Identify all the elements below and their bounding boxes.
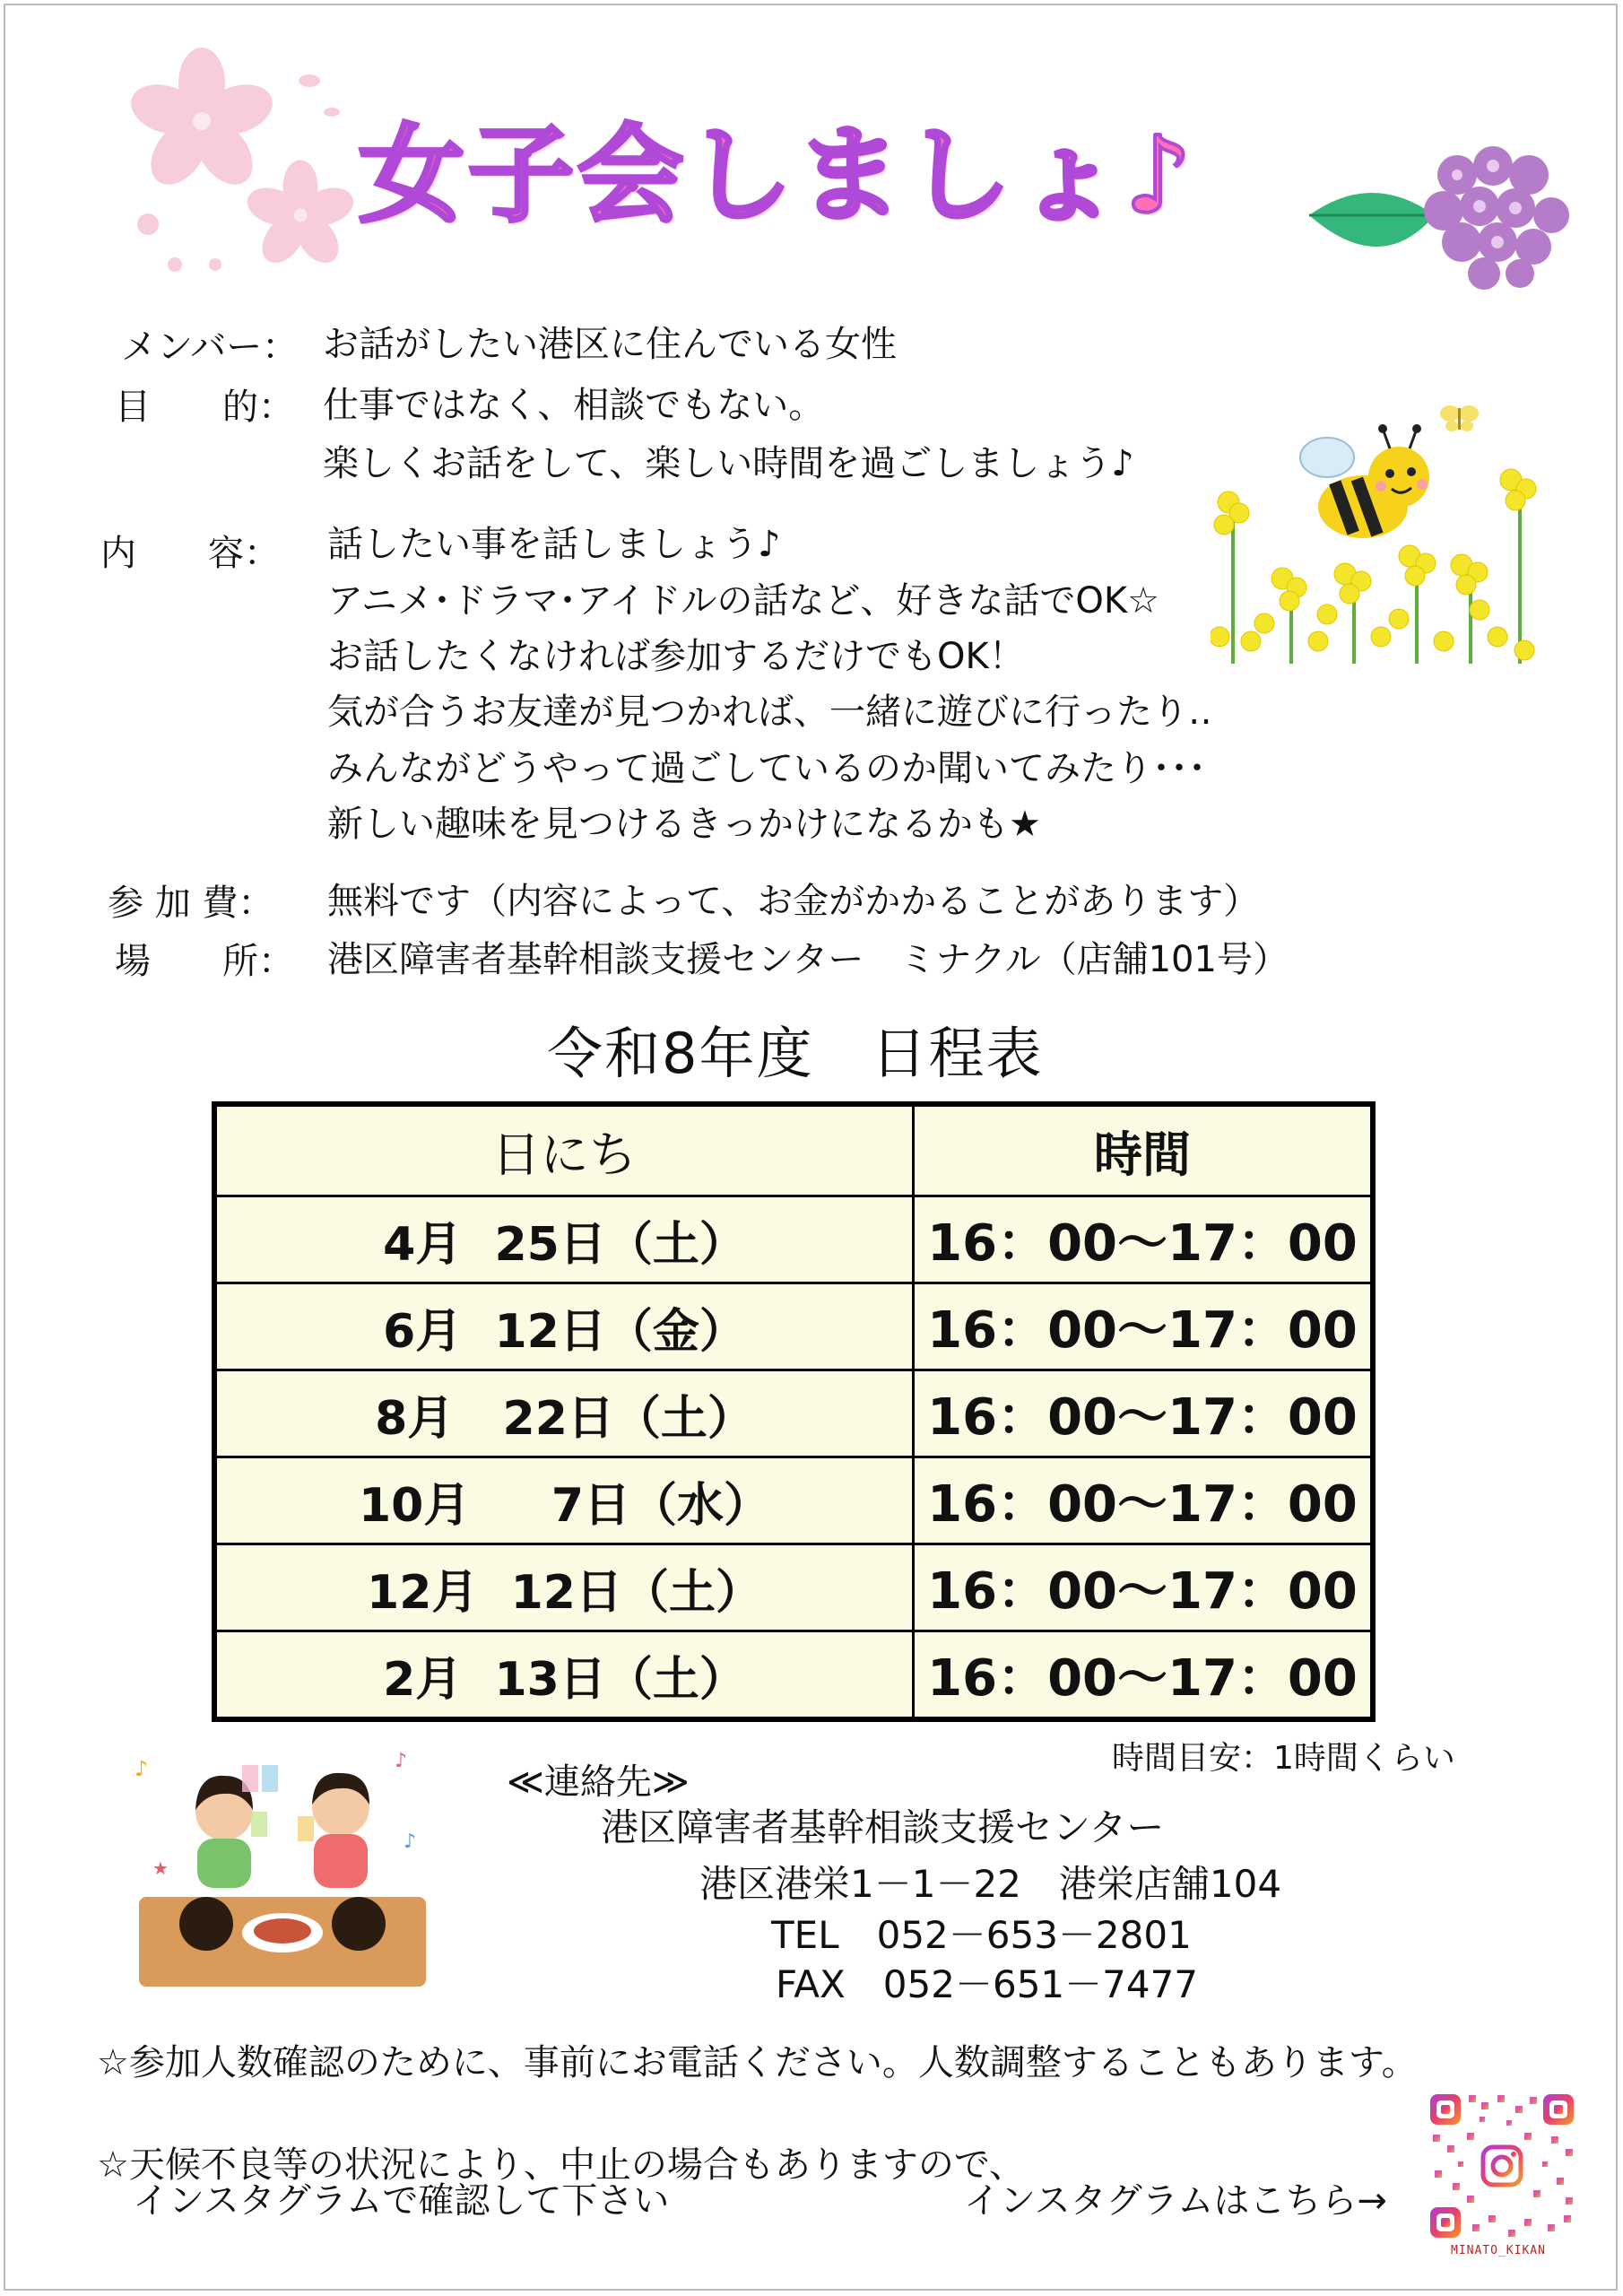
instagram-qr-code[interactable] [1426,2090,1578,2242]
content-line-6: 新しい趣味を見つけるきっかけになるかも★ [327,804,1041,845]
row-time: 16：00～17：00 [927,1649,1358,1708]
content-line-5: みんながどうやって過ごしているのか聞いてみたり･･･ [327,748,1206,789]
row-time: 16：00～17：00 [927,1475,1358,1534]
hydrangea-icon [1300,135,1578,305]
contact-fax: FAX 052－651－7477 [776,1962,1199,2006]
note-reservation: ☆参加人数確認のために、事前にお電話ください。人数調整することもあります。 [97,2042,1418,2083]
table-row [217,1543,1370,1630]
rapeseed-flowers-icon [1211,466,1538,673]
table-row [217,1195,1370,1282]
table-row [217,1369,1370,1456]
page-title: 女子会しましょ♪ [359,113,1196,237]
purpose-line-2: 楽しくお話をして、楽しい時間を過ごしましょう♪ [323,443,1134,484]
schedule-table [212,1101,1376,1722]
svg-text:♪: ♪ [395,1750,408,1772]
cherry-blossom-icon [117,36,386,287]
contact-heading: ≪連絡先≫ [507,1761,690,1803]
content-line-4: 気が合うお友達が見つかれば、一緒に遊びに行ったり‥ [327,691,1212,733]
row-date: 8月 22日（土） [375,1391,754,1446]
fee-value: 無料です（内容によって、お金がかかることがあります） [327,881,1260,922]
butterfly-icon [1439,399,1480,435]
contact-org: 港区障害者基幹相談支援センター [601,1805,1165,1849]
header-date: 日にち [491,1126,638,1183]
row-date: 10月 7日（水） [358,1478,771,1533]
row-time: 16：00～17：00 [927,1214,1358,1273]
row-date: 12月 12日（土） [367,1565,762,1620]
schedule-title: 令和8年度 日程表 [547,1021,1044,1086]
contact-tel: TEL 052－653－2801 [771,1913,1192,1957]
row-time: 16：00～17：00 [927,1562,1358,1621]
row-date: 2月 13日（土） [383,1652,746,1707]
svg-text:♪: ♪ [135,1756,149,1781]
row-time: 16：00～17：00 [927,1388,1358,1447]
purpose-label: 目 的： [115,387,294,428]
member-value: お話がしたい港区に住んでいる女性 [323,324,897,365]
table-row [217,1282,1370,1369]
contact-address: 港区港栄1－1－22 港栄店舗104 [699,1862,1282,1906]
instagram-link-label[interactable]: インスタグラムはこちら→ [964,2180,1387,2222]
content-line-1: 話したい事を話しましょう♪ [327,524,781,565]
svg-text:♪: ♪ [404,1831,417,1853]
qr-account-label: MINATO_KIKAN [1451,2244,1546,2257]
place-label: 場 所： [115,941,294,982]
table-header-row [217,1107,1370,1195]
fee-label: 参 加 費： [108,883,274,924]
content-line-2: アニメ･ドラマ･アイドルの話など、好きな話でOK☆ [327,580,1159,622]
table-row [217,1630,1370,1717]
svg-text:★: ★ [152,1857,169,1879]
time-note: 時間目安：1時間くらい [1112,1740,1455,1777]
row-date: 6月 12日（金） [383,1304,746,1359]
member-label: メンバー： [121,326,299,368]
party-illustration [135,1749,430,1991]
note-weather-line-2: インスタグラムで確認して下さい [97,2180,670,2222]
note-weather-line-1: ☆天候不良等の状況により、中止の場合もありますので、 [97,2144,1026,2186]
content-line-3: お話したくなければ参加するだけでもOK！ [327,636,1025,677]
content-label: 内 容： [100,533,280,574]
table-row [217,1456,1370,1543]
row-time: 16：00～17：00 [927,1301,1358,1360]
place-value: 港区障害者基幹相談支援センター ミナクル（店舗101号） [327,939,1289,980]
header-time: 時間 [1094,1126,1191,1183]
row-date: 4月 25日（土） [383,1217,746,1272]
purpose-line-1: 仕事ではなく、相談でもない。 [323,385,825,426]
